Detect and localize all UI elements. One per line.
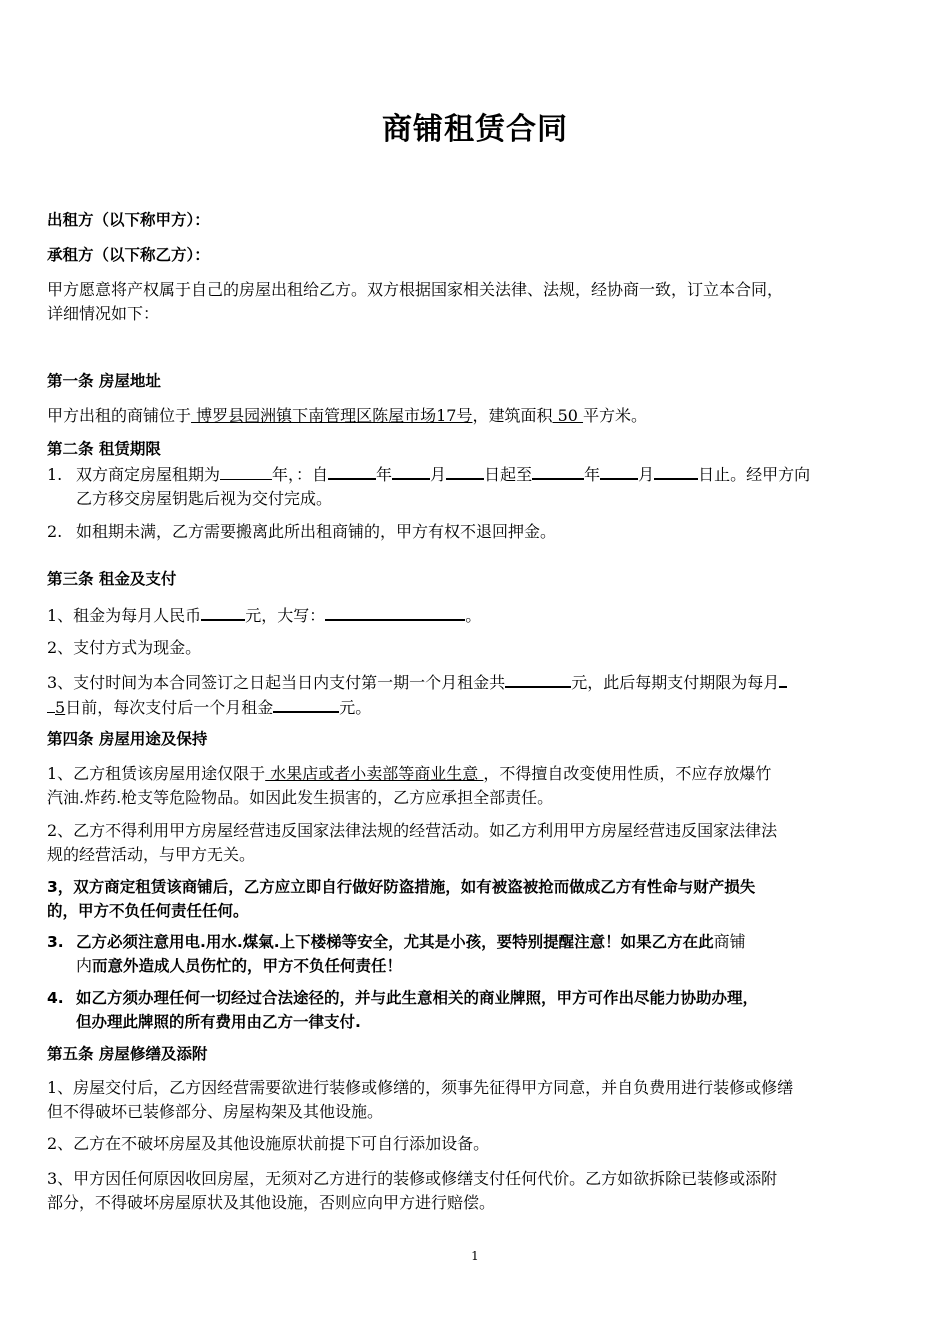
article-5-para-3-line-1: 3、甲方因任何原因收回房屋，无须对乙方进行的装修或修缮支付任何代价。乙方如欲拆除已装修或添附 — [47, 1169, 778, 1188]
article-3-heading: 第三条 租金及支付 — [47, 570, 177, 588]
article-5-para-3 — [47, 1167, 907, 1215]
start-until-label: 日起至 — [484, 465, 533, 484]
article-4-para-3 — [47, 875, 907, 923]
payment-day: 5 — [55, 698, 66, 717]
lease-term-label: 双方商定房屋租期为 — [76, 465, 221, 484]
safety-notice: 乙方必须注意用电.用水.煤氣.上下楼梯等安全，尤其是小孩，要特别提醒注意！如果乙方在此 — [76, 933, 714, 951]
article-4-para-4 — [47, 930, 907, 978]
lessee-label: 承租方（以下称乙方）： — [47, 246, 210, 264]
page-number: 1 — [471, 1249, 479, 1263]
payment-time-label: 3、支付时间为本合同签订之日起当日内支付第一期一个月租金共 — [47, 673, 506, 692]
article-4-para-2-line-2: 规的经营活动，与甲方无关。 — [47, 845, 256, 864]
permitted-use: 水果店或者小卖部等商业生意 — [265, 764, 484, 783]
period: 。 — [465, 606, 482, 625]
deadline-blank-lead — [779, 670, 787, 688]
article-5-heading: 第五条 房屋修缮及添附 — [47, 1045, 208, 1063]
first-rent-blank[interactable] — [505, 670, 571, 688]
start-year-blank[interactable] — [328, 462, 376, 480]
lease-from-label: 年，：自 — [272, 465, 329, 484]
shop-address: 博罗县园洲镇下南管理区陈屋市场17号 — [191, 406, 473, 425]
rent-label: 1、租金为每月人民币 — [47, 606, 202, 625]
safety-notice-shop: 商铺 — [713, 932, 746, 951]
license-line-1: 如乙方须办理任何一切经过合法途径的，并与此生意相关的商业牌照，甲方可作出尽能力协助办理， — [76, 989, 759, 1007]
article-4-para-3-line-1: 3，双方商定租赁该商铺后，乙方应立即自行做好防盗措施，如有被盗被抢而做成乙方有性命与财产损失 — [47, 878, 756, 896]
year-label: 年 — [376, 465, 393, 484]
safety-notice-liability: 而意外造成人员伤忙的，甲方不负任何责任！ — [92, 957, 403, 975]
item-number: 3. — [47, 933, 64, 951]
rent-words-label: 元，大写： — [245, 606, 326, 625]
end-label: 日止。经甲方向 — [698, 465, 811, 484]
article-3-item-3 — [47, 670, 907, 720]
article-2-item-2 — [47, 520, 907, 544]
article-4-para-2-line-1: 2、乙方不得利用甲方房屋经营违反国家法律法规的经营活动。如乙方利用甲方房屋经营违反国家法律法 — [47, 821, 778, 840]
article-5-para-1-line-2: 但不得破坏已装修部分、房屋构架及其他设施。 — [47, 1102, 384, 1121]
article-3-item-1 — [47, 603, 907, 628]
month-label: 月 — [430, 465, 447, 484]
building-area: 50 — [552, 406, 584, 425]
rent-amount-blank[interactable] — [201, 603, 245, 621]
item-number: 1. — [47, 465, 63, 484]
subsequent-rent-blank[interactable] — [273, 695, 339, 713]
start-month-blank[interactable] — [392, 462, 430, 480]
article-4-para-5 — [47, 986, 907, 1034]
use-label: 1、乙方租赁该房屋用途仅限于 — [47, 764, 266, 783]
deadline-blank-gap — [47, 696, 55, 713]
article-2-heading: 第二条 租赁期限 — [47, 440, 161, 458]
end-year-blank[interactable] — [532, 462, 584, 480]
article-5-para-3-line-2: 部分，不得破坏房屋原状及其他设施，否则应向甲方进行赔偿。 — [47, 1193, 496, 1212]
article-2-item-1 — [47, 462, 907, 511]
month-label: 月 — [638, 465, 655, 484]
article-4-para-1-line-2: 汽油.炸药.枪支等危险物品。如因此发生损害的，乙方应承担全部责任。 — [47, 788, 554, 807]
end-month-blank[interactable] — [600, 462, 638, 480]
item-number: 4. — [47, 989, 64, 1007]
article-2-item-1-line-2: 乙方移交房屋钥匙后视为交付完成。 — [76, 489, 333, 508]
yuan-label: 元。 — [339, 698, 372, 717]
end-day-blank[interactable] — [654, 462, 698, 480]
license-line-2: 但办理此牌照的所有费用由乙方一律支付. — [76, 1013, 361, 1031]
intro-line-1: 甲方愿意将产权属于自己的房屋出租给乙方。双方根据国家相关法律、法规，经协商一致，订立本合同， — [47, 280, 784, 299]
rent-words-blank[interactable] — [325, 603, 465, 621]
article-4-para-2 — [47, 819, 907, 867]
article-5-para-1 — [47, 1076, 907, 1124]
article-4-para-3-line-2: 的，甲方不负任何责任任何。 — [47, 902, 249, 920]
article-1-heading: 第一条 房屋地址 — [47, 372, 161, 390]
item-number: 2. — [47, 522, 63, 541]
article-4-para-1 — [47, 762, 907, 810]
article-3-item-2: 2、支付方式为现金。 — [47, 638, 202, 657]
article-2-item-2-text: 如租期未满，乙方需要搬离此所出租商铺的，甲方有权不退回押金。 — [76, 522, 557, 541]
lease-years-blank[interactable] — [220, 463, 272, 480]
subsequent-rent-label: 日前，每次支付后一个月租金 — [65, 698, 274, 717]
use-restriction: ，不得擅自改变使用性质，不应存放爆竹 — [483, 764, 772, 783]
article-5-para-1-line-1: 1、房屋交付后，乙方因经营需要欲进行装修或修缮的，须事先征得甲方同意，并自负费用进行装修或修缮 — [47, 1078, 794, 1097]
article-4-heading: 第四条 房屋用途及保持 — [47, 730, 208, 748]
article-1-pre: 甲方出租的商铺位于 — [47, 406, 192, 425]
article-5-para-2: 2、乙方在不破坏房屋及其他设施原状前提下可自行添加设备。 — [47, 1134, 490, 1153]
safety-notice-inside: 内 — [76, 956, 93, 975]
start-day-blank[interactable] — [446, 462, 484, 480]
article-1-mid: ，建筑面积 — [472, 406, 553, 425]
year-label: 年 — [584, 465, 601, 484]
lessor-label: 出租方（以下称甲方）： — [47, 211, 210, 229]
article-1-post: 平方米。 — [583, 406, 648, 425]
intro-line-2: 详细情况如下： — [47, 304, 160, 323]
article-1-text — [47, 404, 907, 428]
document-title: 商铺租赁合同 — [382, 112, 568, 147]
intro-paragraph — [47, 278, 907, 326]
payment-deadline-label: 元，此后每期支付期限为每月 — [571, 673, 780, 692]
